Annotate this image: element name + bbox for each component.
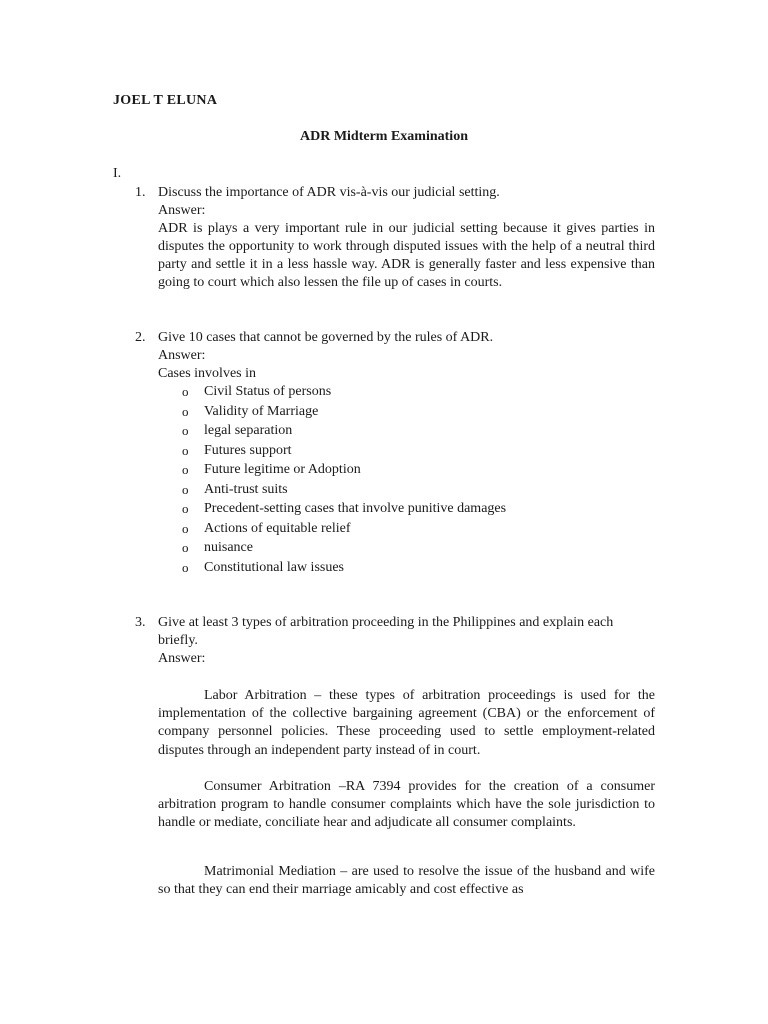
list-item: o Validity of Marriage	[158, 402, 655, 422]
bullet-icon: o	[182, 403, 189, 419]
list-item: o Precedent-setting cases that involve punitive damages	[158, 499, 655, 519]
question-2-text: Give 10 cases that cannot be governed by the rules of ADR.	[158, 330, 494, 345]
bullet-icon: o	[182, 442, 189, 458]
bullet-icon: o	[182, 559, 189, 575]
bullet-icon: o	[182, 540, 189, 555]
paragraph-consumer-arbitration: Consumer Arbitration –RA 7394 provides for the creation of a consumer arbitration program to handle consumer complaints which have the sole jurisdiction to handle or mediate, conciliate hear and adjudicate all consumer complaints.	[158, 779, 655, 831]
bullet-icon: o	[182, 501, 189, 516]
paragraph-labor-arbitration: Labor Arbitration – these types of arbitration proceedings is used for the implementation of the collective bargaining agreement (CBA) or the enforcement of company personnel policies. These proceeding used to settle employment-related disputes through an independent party instead of in court.	[158, 688, 655, 758]
question-1-text: Discuss the importance of ADR vis-à-vis our judicial setting.	[158, 185, 500, 200]
question-3-answer-label: Answer:	[158, 651, 206, 666]
list-item: o nuisance	[158, 538, 655, 558]
page-title: ADR Midterm Examination	[300, 129, 468, 144]
question-2-answer-label: Answer:	[158, 348, 206, 363]
list-item: o Future legitime or Adoption	[158, 460, 655, 480]
bullet-icon: o	[182, 423, 189, 438]
bullet-icon: o	[182, 462, 189, 477]
question-2-intro: Cases involves in	[158, 366, 256, 381]
author-name: JOEL T ELUNA	[113, 93, 218, 108]
bullet-icon: o	[182, 481, 189, 497]
question-3	[158, 614, 655, 668]
list-item: o Anti-trust suits	[158, 480, 655, 500]
question-1-answer: ADR is plays a very important rule in our judicial setting because it gives parties in disputes the opportunity to work through disputed issues with the help of a neutral third party and settle it in a less hassle way. ADR is generally faster and less expensive than going to court which also lessen the file up of cases in courts.	[158, 221, 655, 290]
question-3-text: Give at least 3 types of arbitration proceeding in the Philippines and explain each briefly.	[158, 615, 614, 648]
exclusion-list	[158, 382, 655, 577]
paragraph-matrimonial-mediation: Matrimonial Mediation – are used to resolve the issue of the husband and wife so that they can end their marriage amicably and cost effective as	[158, 864, 655, 898]
list-item: o Constitutional law issues	[158, 558, 655, 578]
section-number: I.	[113, 166, 122, 181]
list-item: o Civil Status of persons	[158, 382, 655, 402]
question-2	[158, 329, 655, 383]
question-1-answer-label: Answer:	[158, 203, 206, 218]
list-item: o Futures support	[158, 441, 655, 461]
list-item: o Actions of equitable relief	[158, 519, 655, 539]
bullet-icon: o	[182, 384, 189, 399]
question-3-number: 3.	[135, 615, 146, 630]
question-2-number: 2.	[135, 330, 146, 345]
question-1	[158, 184, 655, 292]
question-1-number: 1.	[135, 185, 146, 200]
bullet-icon: o	[182, 520, 189, 536]
list-item: o legal separation	[158, 421, 655, 441]
